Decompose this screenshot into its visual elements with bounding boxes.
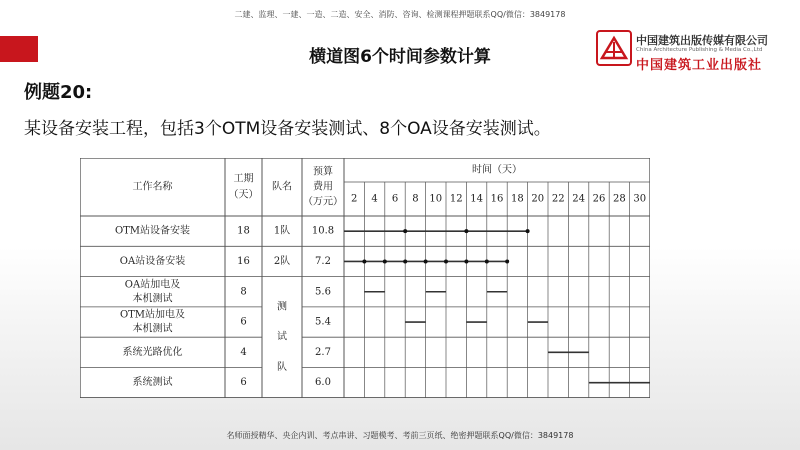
red-accent-bar <box>0 36 38 62</box>
header-duration-unit: （天） <box>228 189 259 201</box>
gantt-chart-table <box>80 158 650 398</box>
gantt-marker-dot <box>464 259 468 263</box>
gantt-marker-dot <box>444 259 448 263</box>
header-cost: （万元） <box>303 196 343 208</box>
publisher-name-en: China Architecture Publishing & Media Co.,Ltd <box>636 47 763 53</box>
day-tick-label: 24 <box>572 193 585 205</box>
duration-cell: 18 <box>237 225 250 237</box>
gantt-marker-dot <box>505 259 509 263</box>
cost-cell: 5.4 <box>315 316 331 328</box>
test-team-label: 试 <box>277 331 287 343</box>
header-team: 队名 <box>272 181 292 193</box>
gantt-marker-dot <box>526 229 530 233</box>
test-team-label: 测 <box>277 301 287 313</box>
cost-cell: 7.2 <box>315 255 331 267</box>
day-tick-label: 2 <box>351 193 358 205</box>
gantt-marker-dot <box>424 259 428 263</box>
day-tick-label: 12 <box>449 193 463 205</box>
header-cost: 费用 <box>313 181 333 193</box>
day-tick-label: 8 <box>412 193 419 205</box>
header-cost: 预算 <box>313 166 333 178</box>
day-tick-label: 30 <box>633 193 647 205</box>
cost-cell: 10.8 <box>311 225 335 237</box>
day-tick-label: 14 <box>470 193 483 205</box>
cost-cell: 5.6 <box>315 286 331 298</box>
task-name-cell: 系统测试 <box>132 377 173 389</box>
team-cell: 1队 <box>273 225 291 237</box>
day-tick-label: 22 <box>551 193 565 205</box>
day-tick-label: 26 <box>592 193 606 205</box>
gantt-marker-dot <box>485 259 489 263</box>
publisher-sub-name: 中国建筑工业出版社 <box>636 58 763 73</box>
day-tick-label: 6 <box>391 193 399 205</box>
header-task-name: 工作名称 <box>132 181 173 193</box>
task-name-cell: 系统光路优化 <box>122 346 183 358</box>
question-text: 某设备安装工程，包括3个OTM设备安装测试、8个OA设备安装测试。 <box>24 119 551 139</box>
task-name-cell: 本机测试 <box>132 293 173 305</box>
top-banner-text: 二建、监理、一建、一造、二造、安全、消防、咨询、检测课程押题联系QQ/微信：3849178 <box>234 10 566 19</box>
gantt-marker-dot <box>403 229 407 233</box>
task-name-cell: OA站加电及 <box>124 279 181 291</box>
day-tick-label: 16 <box>490 193 504 205</box>
duration-cell: 4 <box>240 346 247 358</box>
gantt-marker-dot <box>464 229 468 233</box>
cost-cell: 2.7 <box>315 346 331 358</box>
duration-cell: 6 <box>240 316 247 328</box>
gantt-marker-dot <box>403 259 407 263</box>
day-tick-label: 20 <box>531 193 545 205</box>
duration-cell: 8 <box>240 286 247 298</box>
task-name-cell: OA站设备安装 <box>119 255 186 267</box>
duration-cell: 6 <box>240 377 247 389</box>
task-name-cell: 本机测试 <box>132 323 173 335</box>
day-tick-label: 18 <box>511 193 524 205</box>
day-tick-label: 4 <box>371 193 378 205</box>
header-duration: 工期 <box>233 173 254 185</box>
gantt-marker-dot <box>383 259 387 263</box>
team-cell: 2队 <box>273 255 291 267</box>
publisher-emblem-icon <box>596 30 632 66</box>
publisher-name: 中国建筑出版传媒有限公司 <box>636 34 768 47</box>
example-label: 例题20: <box>24 82 93 103</box>
test-team-label: 队 <box>277 362 287 373</box>
publisher-logo <box>596 30 796 74</box>
task-name-cell: OTM站设备安装 <box>114 225 191 237</box>
footer-text: 名师面授精华、央企内训、考点串讲、习题模考、考前三页纸、绝密押题联系QQ/微信：3849178 <box>226 431 574 440</box>
cost-cell: 6.0 <box>315 377 331 389</box>
header-time: 时间（天） <box>472 164 522 176</box>
task-name-cell: OTM站加电及 <box>119 309 186 321</box>
slide-title: 横道图6个时间参数计算 <box>309 47 491 67</box>
duration-cell: 16 <box>237 255 250 267</box>
gantt-marker-dot <box>362 259 366 263</box>
day-tick-label: 10 <box>429 193 443 205</box>
day-tick-label: 28 <box>613 193 626 205</box>
